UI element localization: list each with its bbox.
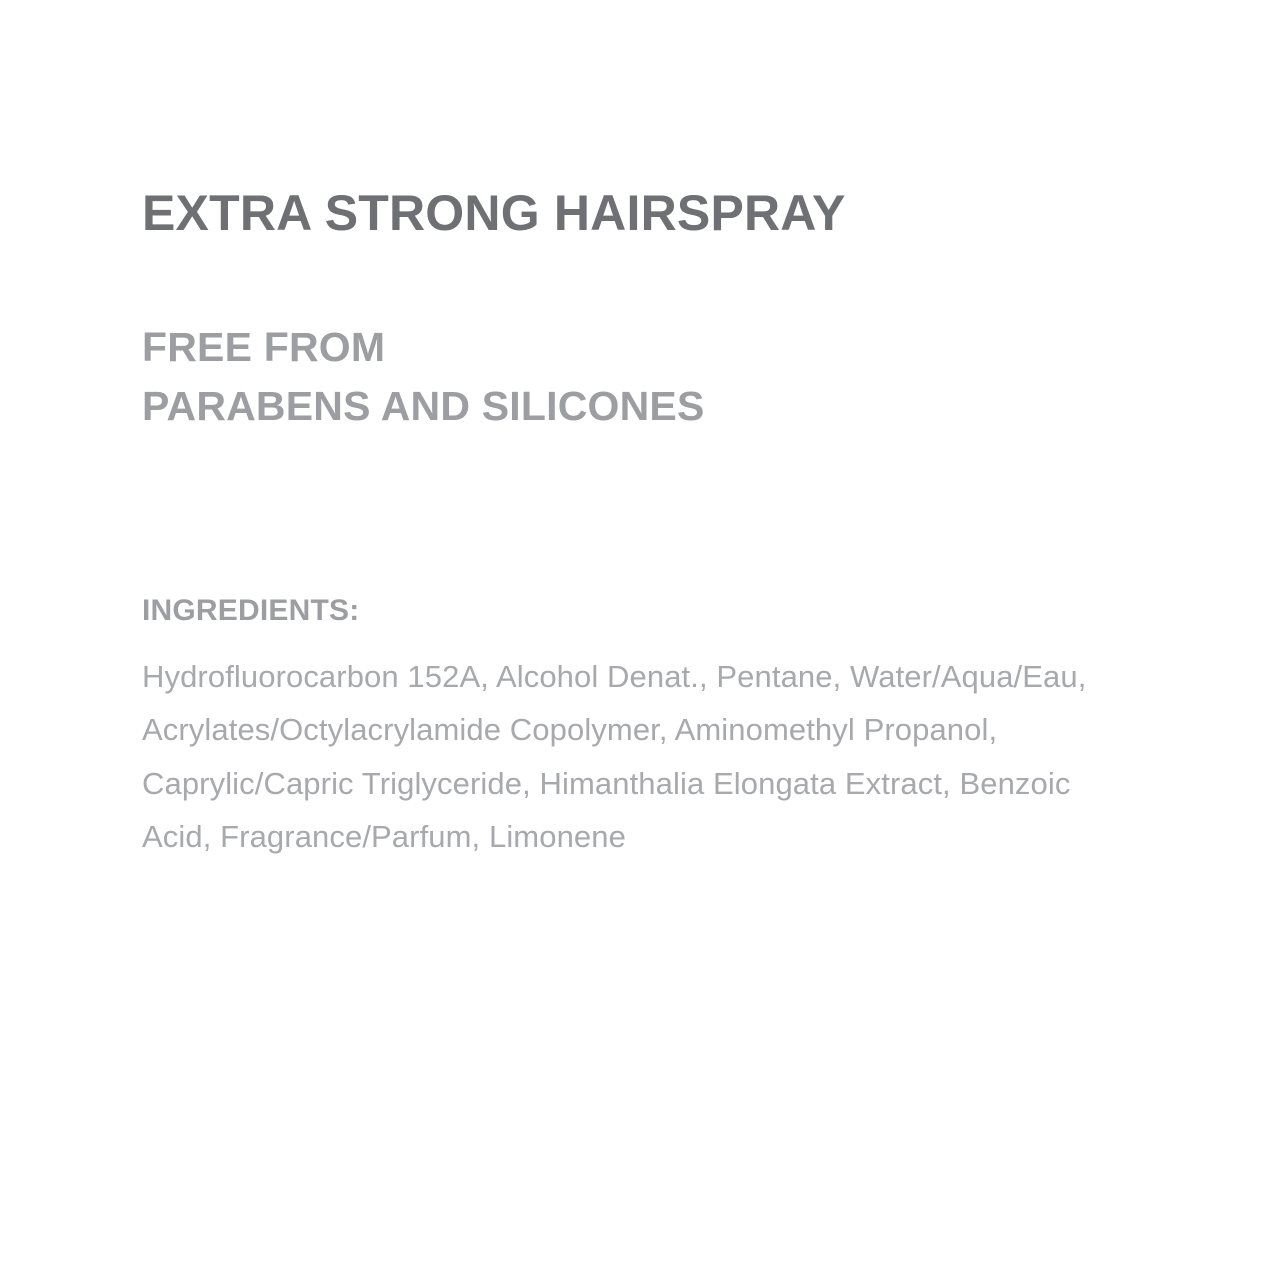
free-from-claim <box>142 318 705 437</box>
ingredients-list: Hydrofluorocarbon 152A, Alcohol Denat., Pentane, Water/Aqua/Eau, Acrylates/Octylacrylamide Copolymer, Aminomethyl Propanol, Caprylic/Capric Triglyceride, Himanthalia Elongata Extract, Benzoic Acid, Fragrance/Parfum, Limonene <box>142 659 1087 854</box>
ingredients-heading: INGREDIENTS: <box>142 594 360 627</box>
free-from-line-2: PARABENS AND SILICONES <box>142 383 705 430</box>
product-title: EXTRA STRONG HAIRSPRAY <box>142 185 846 241</box>
free-from-line-1: FREE FROM <box>142 324 386 370</box>
